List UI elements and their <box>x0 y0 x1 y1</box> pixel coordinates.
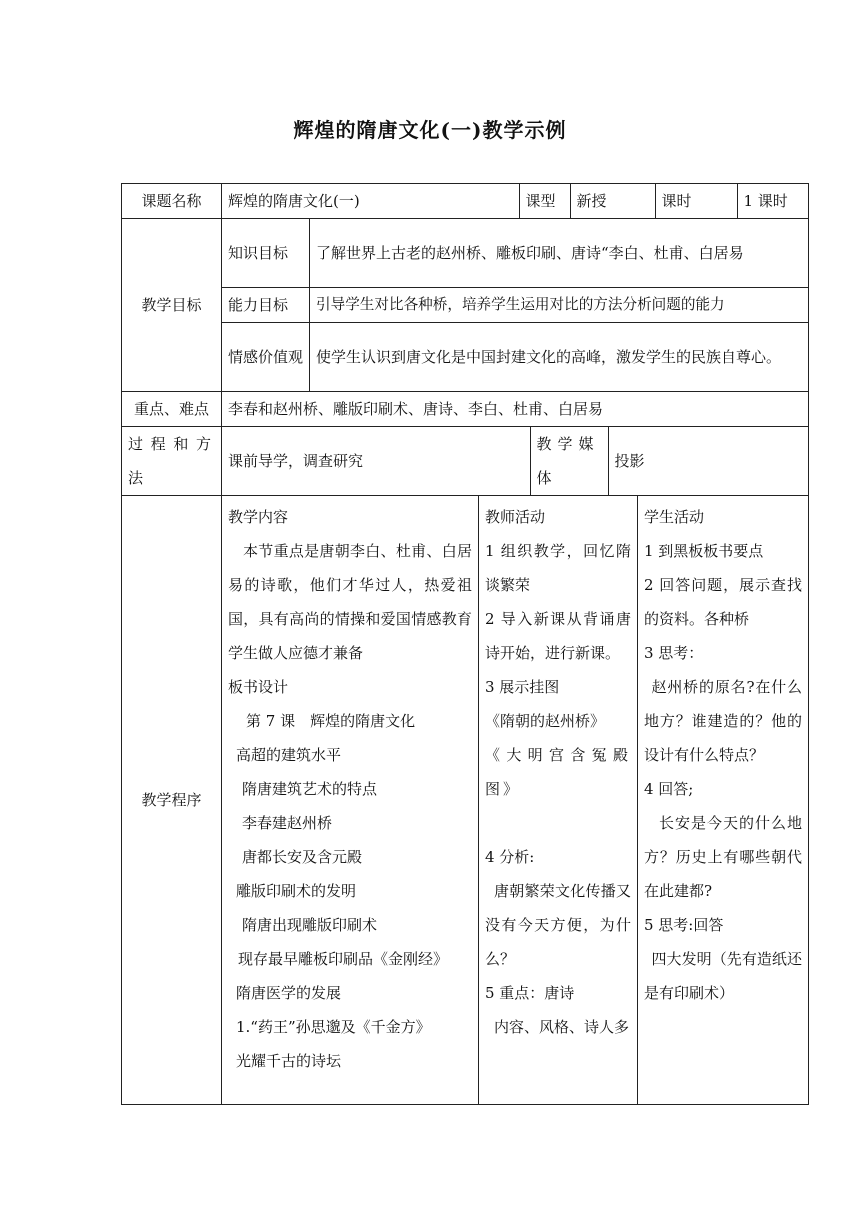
program-label: 教学程序 <box>122 496 222 1105</box>
goals-label: 教学目标 <box>122 219 222 392</box>
hours-label: 课时 <box>655 184 737 218</box>
lesson-type-label: 课型 <box>519 184 570 218</box>
board-item-1b: 李春建赵州桥 <box>242 814 333 832</box>
content-intro: 本节重点是唐朝李白、杜甫、白居易的诗歌，他们才华过人，热爱祖国，具有高尚的情操和爱国情感教育学生做人应德才兼备 <box>228 542 472 662</box>
student-header: 学生活动 <box>644 508 705 526</box>
board-item-1: 高超的建筑水平 <box>236 746 342 764</box>
student-step-3: 3 思考： <box>644 644 704 662</box>
board-item-3: 隋唐医学的发展 <box>236 984 342 1002</box>
board-item-2a: 隋唐出现雕版印刷术 <box>242 916 378 934</box>
topic-label: 课题名称 <box>122 184 222 219</box>
student-step-4a: 长安是今天的什么地方？历史上有哪些朝代在此建都? <box>644 814 802 900</box>
goal-emotion-row <box>122 323 809 392</box>
media-value: 投影 <box>614 452 645 470</box>
teacher-step-3: 3 展示挂图 <box>485 678 560 696</box>
content-header: 教学内容 <box>228 508 289 526</box>
student-step-5a: 四大发明（先有造纸还是有印刷术） <box>644 950 802 1002</box>
focus-value: 李春和赵州桥、雕版印刷术、唐诗、李白、杜甫、白居易 <box>222 392 809 427</box>
student-step-1: 1 到黑板板书要点 <box>644 542 764 560</box>
media-label: 教学媒体 <box>530 427 608 495</box>
topic-value: 辉煌的隋唐文化(一) <box>222 184 519 218</box>
goal-ability-row <box>122 288 809 323</box>
teacher-header: 教师活动 <box>485 508 546 526</box>
teacher-step-4a: 唐朝繁荣文化传播又没有今天方便，为什么？ <box>485 882 631 968</box>
document-title: 辉煌的隋唐文化(一)教学示例 <box>293 118 567 142</box>
ability-value: 引导学生对比各种桥，培养学生运用对比的方法分析问题的能力 <box>310 288 809 323</box>
goal-knowledge-row <box>122 219 809 288</box>
content-column <box>222 496 479 1105</box>
ability-label: 能力目标 <box>222 288 310 323</box>
focus-row <box>122 392 809 427</box>
focus-label: 重点、难点 <box>122 392 222 427</box>
board-item-1c: 唐都长安及含元殿 <box>242 848 363 866</box>
board-item-3a: 1.“药王”孙思邈及《千金方》 <box>236 1018 431 1036</box>
knowledge-label: 知识目标 <box>222 219 310 288</box>
lesson-type-value: 新授 <box>570 184 655 218</box>
student-step-4: 4 回答; <box>644 780 694 798</box>
board-title: 第 7 课 辉煌的隋唐文化 <box>246 712 416 730</box>
method-row <box>122 427 809 496</box>
lesson-plan-table <box>121 183 809 1105</box>
teacher-step-3b: 《大明宫含冤殿图》 <box>485 746 631 798</box>
hours-value: 1 课时 <box>743 192 788 210</box>
program-row <box>122 496 809 1105</box>
teacher-step-2: 2 导入新课从背诵唐诗开始，进行新课。 <box>485 610 631 662</box>
emotion-label: 情感价值观 <box>222 323 310 392</box>
board-item-2b: 现存最早雕板印刷品《金刚经》 <box>238 950 449 968</box>
teacher-column <box>479 496 638 1105</box>
knowledge-value: 了解世界上古老的赵州桥、雕板印刷、唐诗“李白、杜甫、白居易 <box>310 219 809 288</box>
method-label: 过程和方法 <box>122 427 222 496</box>
board-item-1a: 隋唐建筑艺术的特点 <box>242 780 378 798</box>
method-value: 课前导学，调查研究 <box>222 427 530 495</box>
board-item-4: 光耀千古的诗坛 <box>236 1052 342 1070</box>
teacher-step-5: 5 重点：唐诗 <box>485 984 575 1002</box>
student-step-3a: 赵州桥的原名?在什么地方？谁建造的？他的设计有什么特点？ <box>644 678 802 764</box>
board-item-2: 雕版印刷术的发明 <box>236 882 357 900</box>
topic-row <box>122 184 809 219</box>
student-step-2: 2 回答问题，展示查找的资料。各种桥 <box>644 576 802 628</box>
board-label: 板书设计 <box>228 678 289 696</box>
student-column <box>638 496 809 1105</box>
teacher-step-3a: 《隋朝的赵州桥》 <box>485 712 606 730</box>
student-step-5: 5 思考:回答 <box>644 916 724 934</box>
teacher-step-1: 1 组织教学，回忆隋谈繁荣 <box>485 542 631 594</box>
teacher-step-5a: 内容、风格、诗人多 <box>494 1018 630 1036</box>
emotion-value: 使学生认识到唐文化是中国封建文化的高峰，激发学生的民族自尊心。 <box>310 323 809 392</box>
teacher-step-4: 4 分析: <box>485 848 535 866</box>
